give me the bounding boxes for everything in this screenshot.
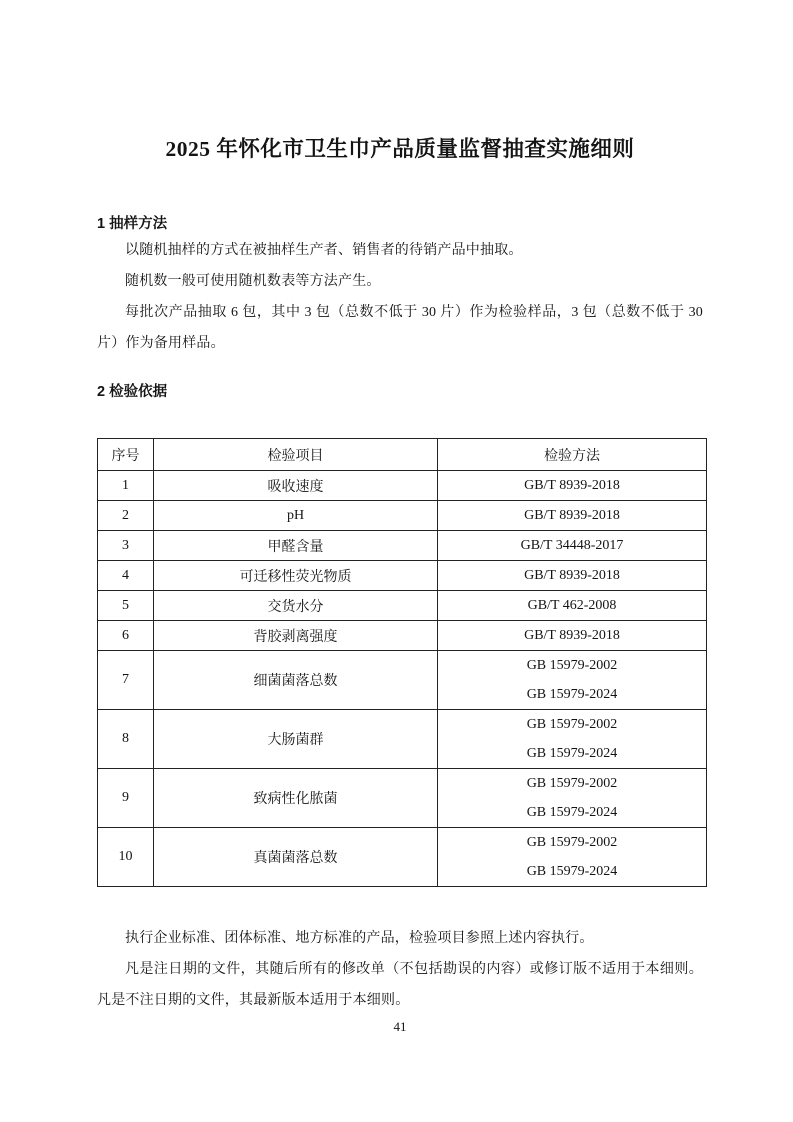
method-standard: GB 15979-2002: [526, 717, 618, 732]
method-standard: GB 15979-2024: [526, 805, 618, 820]
table-row: [98, 591, 707, 621]
inspection-method-cell: [438, 531, 707, 561]
method-standard: GB/T 34448-2017: [520, 538, 624, 553]
section-heading-inspection-basis: 2 检验依据: [97, 384, 168, 400]
method-standard: GB 15979-2024: [526, 746, 618, 761]
row-number-cell: 6: [98, 621, 154, 651]
inspection-item-cell: 真菌菌落总数: [154, 828, 438, 887]
inspection-item-cell: 交货水分: [154, 591, 438, 621]
table-header-item: 检验项目: [154, 439, 438, 471]
closing-paragraphs: [97, 923, 703, 1016]
inspection-method-cell: [438, 561, 707, 591]
row-number-cell: 7: [98, 651, 154, 710]
row-number-cell: 9: [98, 769, 154, 828]
table-row: [98, 561, 707, 591]
sampling-paragraph-2: 随机数一般可使用随机数表等方法产生。: [125, 274, 381, 289]
table-row: [98, 710, 707, 769]
inspection-method-cell: [438, 621, 707, 651]
inspection-method-cell: [438, 710, 707, 769]
method-standard: GB/T 8939-2018: [524, 508, 620, 523]
inspection-method-cell: [438, 651, 707, 710]
sampling-paragraph-3: 每批次产品抽取 6 包，其中 3 包（总数不低于 30 片）作为检验样品，3 包（总数不低于 30 片）作为备用样品。: [97, 305, 703, 351]
method-standard: GB/T 8939-2018: [524, 568, 620, 583]
document-title: 2025 年怀化市卫生巾产品质量监督抽查实施细则: [165, 137, 635, 161]
table-row: [98, 471, 707, 501]
inspection-item-cell: 大肠菌群: [154, 710, 438, 769]
inspection-item-cell: 可迁移性荧光物质: [154, 561, 438, 591]
table-row: [98, 651, 707, 710]
table-row: [98, 531, 707, 561]
table-row: [98, 769, 707, 828]
row-number-cell: 1: [98, 471, 154, 501]
inspection-item-cell: 致病性化脓菌: [154, 769, 438, 828]
inspection-item-cell: 背胶剥离强度: [154, 621, 438, 651]
inspection-method-cell: [438, 828, 707, 887]
row-number-cell: 4: [98, 561, 154, 591]
row-number-cell: 3: [98, 531, 154, 561]
table-row: [98, 621, 707, 651]
page-number: 41: [393, 1019, 407, 1034]
method-standard: GB/T 462-2008: [527, 598, 617, 613]
method-standard: GB 15979-2002: [526, 835, 618, 850]
inspection-method-cell: [438, 471, 707, 501]
inspection-basis-table: [97, 438, 707, 887]
table-header-no: 序号: [98, 439, 154, 471]
method-standard: GB 15979-2024: [526, 864, 618, 879]
closing-paragraph-2: 凡是注日期的文件，其随后所有的修改单（不包括勘误的内容）或修订版不适用于本细则。凡是不注日期的文件，其最新版本适用于本细则。: [97, 962, 703, 1008]
table-row: [98, 828, 707, 887]
row-number-cell: 8: [98, 710, 154, 769]
inspection-item-cell: pH: [154, 501, 438, 531]
method-standard: GB 15979-2024: [526, 687, 618, 702]
sampling-paragraph-1: 以随机抽样的方式在被抽样生产者、销售者的待销产品中抽取。: [125, 243, 523, 258]
inspection-method-cell: [438, 769, 707, 828]
row-number-cell: 10: [98, 828, 154, 887]
inspection-method-cell: [438, 591, 707, 621]
inspection-item-cell: 甲醛含量: [154, 531, 438, 561]
section-heading-sampling: 1 抽样方法: [97, 216, 168, 232]
table-row: [98, 501, 707, 531]
inspection-method-cell: [438, 501, 707, 531]
row-number-cell: 5: [98, 591, 154, 621]
closing-paragraph-1: 执行企业标准、团体标准、地方标准的产品，检验项目参照上述内容执行。: [125, 931, 594, 946]
inspection-item-cell: 细菌菌落总数: [154, 651, 438, 710]
table-header-row: [98, 439, 707, 471]
table-header-method: 检验方法: [438, 439, 707, 471]
method-standard: GB/T 8939-2018: [524, 628, 620, 643]
row-number-cell: 2: [98, 501, 154, 531]
method-standard: GB/T 8939-2018: [524, 478, 620, 493]
inspection-item-cell: 吸收速度: [154, 471, 438, 501]
method-standard: GB 15979-2002: [526, 776, 618, 791]
method-standard: GB 15979-2002: [526, 658, 618, 673]
